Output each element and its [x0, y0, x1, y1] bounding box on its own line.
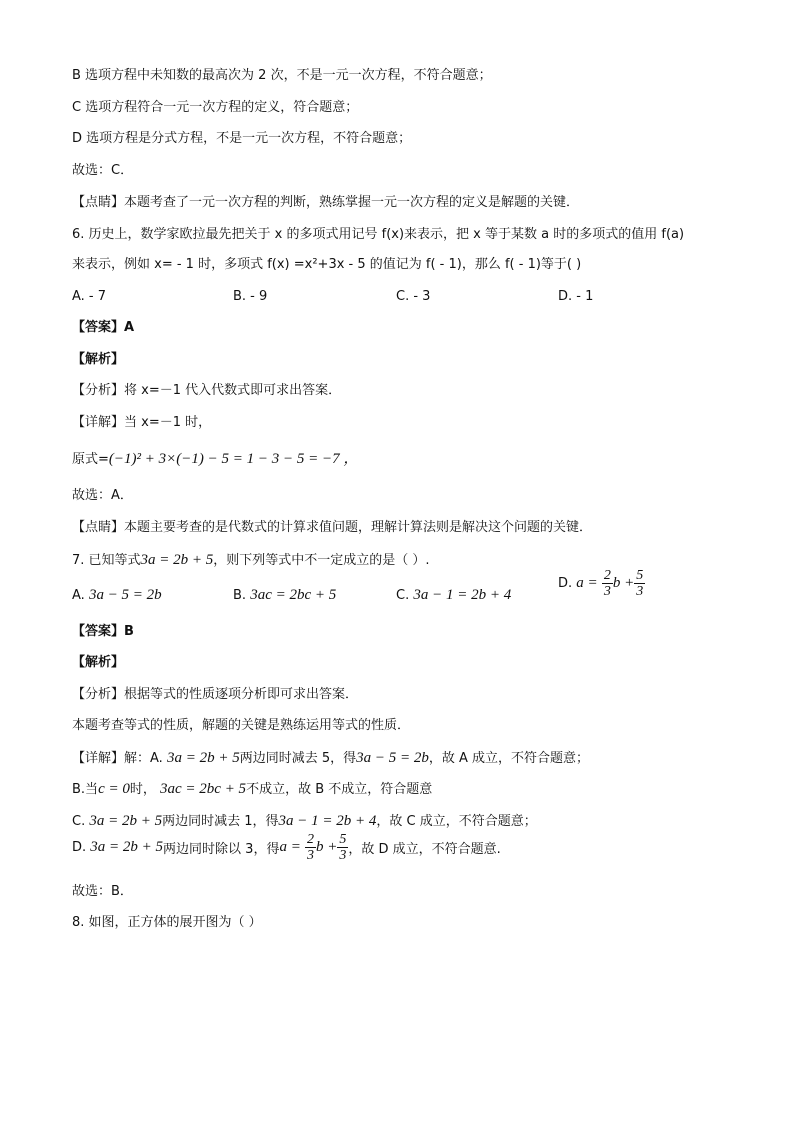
q6-option-b: B. - 9	[233, 289, 268, 304]
q7-option-b-expr: 3ac = 2bc + 5	[250, 587, 337, 603]
question-7	[72, 550, 430, 571]
calc-6-prefix: 原式=	[72, 452, 109, 467]
fraction-five-thirds: $\frac{5}{3}$	[339, 832, 347, 863]
detail-7-c: C. 3a = 2b + 5两边同时减去 1，得3a − 1 = 2b + 4，故 C 成立，不符合题意；	[72, 813, 537, 829]
fraction-five-thirds: $\frac{5}{3}$	[636, 568, 644, 599]
q7-option-d	[558, 568, 645, 599]
solution-line-d: D 选项方程是分式方程，不是一元一次方程，不符合题意；	[72, 131, 412, 146]
question-8: 8. 如图，正方体的展开图为（ ）	[72, 915, 262, 930]
q6-option-c: C. - 3	[396, 289, 431, 304]
calc-6-expression: (−1)² + 3×(−1) − 5 = 1 − 3 − 5 = −7 ，	[108, 451, 359, 467]
select-7: 故选：B．	[72, 884, 133, 899]
q7-prefix: 7. 已知等式	[72, 553, 141, 568]
question-6-line-1: 6. 历史上，数学家欧拉最先把关于 x 的多项式用记号 f(x)来表示，把 x 等于某数 a 时的多项式的值用 f(a)	[72, 227, 685, 242]
q7-option-d-b: b +	[612, 575, 635, 591]
select-6: 故选：A．	[72, 488, 133, 503]
q6-option-a: A. - 7	[72, 289, 107, 304]
question-6-line-2: 来表示，例如 x= - 1 时，多项式 f(x) =x²+3x - 5 的值记为 f( - 1)，那么 f( - 1)等于( )	[72, 257, 582, 272]
analysis-heading-6: 【解析】	[72, 352, 125, 367]
q7-option-c-expr: 3a − 1 = 2b + 4	[413, 587, 512, 603]
q7-option-c-label: C.	[396, 588, 410, 603]
q7-equation: 3a = 2b + 5	[140, 552, 214, 568]
analysis-heading-7: 【解析】	[72, 655, 125, 670]
fraction-two-thirds: $\frac{2}{3}$	[603, 568, 611, 599]
q7-option-c	[396, 585, 511, 606]
detail-7-d: D. 3a = 2b + 5两边同时除以 3，得a = $\frac{2}{3}$ b + $\frac{5}{3}$ ，故 D 成立，不符合题意.	[72, 832, 501, 863]
fenxi-7: 【分析】根据等式的性质逐项分析即可求出答案．	[72, 687, 359, 702]
solution-line-c: C 选项方程符合一元一次方程的定义，符合题意；	[72, 100, 359, 115]
xiangjie-6: 【详解】当 x=－1 时，	[72, 415, 212, 430]
fenxi-6: 【分析】将 x=－1 代入代数式即可求出答案．	[72, 383, 342, 398]
q7-option-a	[72, 585, 162, 606]
q7-option-a-label: A.	[72, 588, 85, 603]
solution-line-b: B 选项方程中未知数的最高次为 2 次，不是一元一次方程，不符合题意；	[72, 68, 492, 83]
dianjing-line-5: 【点睛】本题考查了一元一次方程的判断，熟练掌握一元一次方程的定义是解题的关键．	[72, 195, 580, 210]
q7-option-b-label: B.	[233, 588, 247, 603]
q7-option-d-lhs: a =	[576, 575, 598, 591]
fraction-two-thirds: $\frac{2}{3}$	[306, 832, 314, 863]
dianjing-6: 【点睛】本题主要考查的是代数式的计算求值问题，理解计算法则是解决这个问题的关键．	[72, 520, 593, 535]
q7-suffix: ，则下列等式中不一定成立的是（ ）.	[213, 553, 430, 568]
detail-7-b: B.当c = 0时， 3ac = 2bc + 5不成立，故 B 不成立，符合题意	[72, 781, 433, 797]
q6-option-d: D. - 1	[558, 289, 594, 304]
q7-option-d-label: D.	[558, 576, 573, 591]
calc-6	[72, 449, 358, 470]
select-line-5: 故选：C．	[72, 163, 134, 178]
q7-option-a-expr: 3a − 5 = 2b	[88, 587, 162, 603]
q7-option-b	[233, 585, 336, 606]
answer-6: 【答案】A	[72, 320, 135, 335]
answer-7: 【答案】B	[72, 624, 134, 639]
note-7: 本题考查等式的性质，解题的关键是熟练运用等式的性质．	[72, 718, 411, 733]
detail-7-a: 【详解】解：A. 3a = 2b + 5两边同时减去 5，得3a − 5 = 2b，故 A 成立，不符合题意；	[72, 750, 590, 766]
